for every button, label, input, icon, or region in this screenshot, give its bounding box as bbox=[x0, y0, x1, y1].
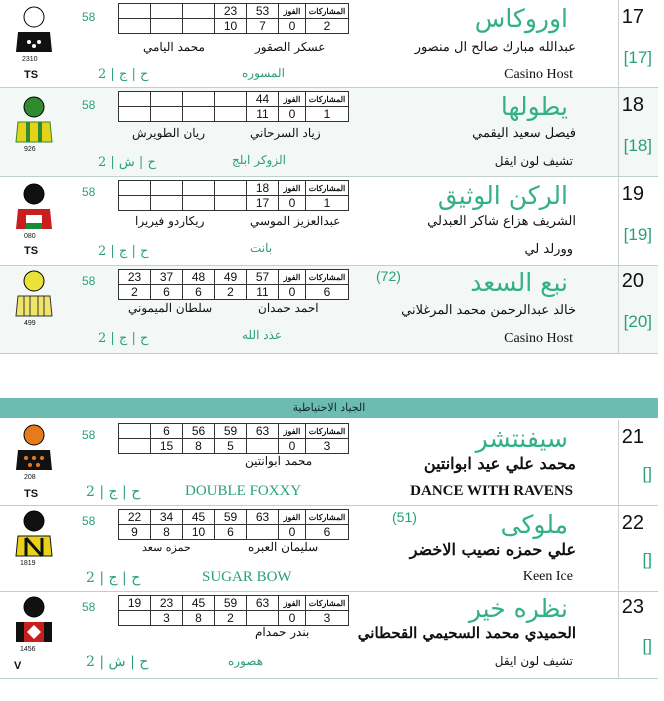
draw-number: [20] bbox=[623, 312, 652, 331]
sire: DANCE WITH RAVENS bbox=[410, 483, 573, 499]
horse-name: الركن الوثيق bbox=[437, 181, 568, 210]
entry-row-22 bbox=[0, 506, 658, 592]
sire: تشيف لون ايقل bbox=[494, 154, 573, 168]
draw-number: [] bbox=[642, 464, 652, 483]
weight: 58 bbox=[82, 274, 96, 288]
owner: خالد عبدالرحمن محمد المرغلاني bbox=[401, 303, 576, 318]
horse-name: اوروكاس bbox=[474, 4, 568, 33]
horse-number: 22 bbox=[621, 512, 644, 534]
jockey: حمزه سعد bbox=[142, 541, 191, 554]
equipment-code: V bbox=[14, 660, 22, 672]
stats-table: 6 56 59 63 الفوز المشاركات 15 8 5 0 3 bbox=[118, 423, 349, 454]
stats-table: 44 الفوز المشاركات 11 0 1 bbox=[118, 91, 349, 122]
draw-number: [17] bbox=[623, 48, 652, 67]
dam: SUGAR BOW bbox=[202, 569, 292, 585]
reserve-horses-header: الجياد الاحتياطية bbox=[0, 398, 658, 418]
stats-table: 19 23 45 59 63 الفوز المشاركات 3 8 2 0 3 bbox=[118, 595, 349, 626]
draw-number: [] bbox=[642, 550, 652, 569]
owner: علي حمزه نصيب الاخضر bbox=[409, 540, 576, 559]
race-category: ح | ج | 2 bbox=[98, 331, 149, 346]
horse-name: يطولها bbox=[500, 92, 568, 121]
silk-number: 1819 bbox=[20, 560, 36, 567]
entry-row-19 bbox=[0, 177, 658, 266]
horse-number: 19 bbox=[621, 183, 644, 205]
trainer: محمد ابوانتين bbox=[245, 454, 313, 468]
trainer: زياد السرحاني bbox=[250, 126, 321, 140]
trainer: عبدالعزيز الموسي bbox=[250, 214, 341, 228]
weight: 58 bbox=[82, 600, 96, 614]
jockey: ريان الطويرش bbox=[132, 126, 206, 140]
stats-table: 18 الفوز المشاركات 17 0 1 bbox=[118, 180, 349, 211]
race-category: ح | ش | 2 bbox=[98, 155, 156, 170]
race-category: ح | ج | 2 bbox=[98, 244, 149, 259]
draw-number: [] bbox=[642, 636, 652, 655]
silk-number: 208 bbox=[24, 474, 36, 481]
stats-table: 22 34 45 59 63 الفوز المشاركات 9 8 10 6 0 6 bbox=[118, 509, 349, 540]
jockey: ريكاردو فيريرا bbox=[135, 214, 205, 228]
race-category: ح | ج | 2 bbox=[98, 67, 149, 82]
entry-row-20 bbox=[0, 266, 658, 354]
rating: (51) bbox=[392, 509, 417, 525]
entry-row-21 bbox=[0, 420, 658, 506]
horse-number: 17 bbox=[621, 6, 644, 28]
trainer: سليمان العبره bbox=[248, 540, 319, 554]
silk-number: 1456 bbox=[20, 646, 36, 653]
horse-name: نظره خير bbox=[468, 594, 568, 623]
dam: عذد الله bbox=[242, 328, 283, 342]
weight: 58 bbox=[82, 428, 96, 442]
owner: محمد علي عيد ابوانتين bbox=[423, 454, 576, 473]
horse-name: سيفنتشر bbox=[475, 424, 568, 453]
weight: 58 bbox=[82, 185, 96, 199]
race-category: ح | ج | 2 bbox=[86, 570, 141, 586]
dam: DOUBLE FOXXY bbox=[185, 483, 302, 499]
horse-number: 23 bbox=[621, 596, 644, 618]
entry-row-23 bbox=[0, 592, 658, 679]
horse-number: 18 bbox=[621, 94, 644, 116]
silk-number: 080 bbox=[24, 233, 36, 240]
horse-name: نبع السعد bbox=[470, 268, 568, 297]
dam: الزوكر ابلج bbox=[232, 153, 286, 167]
draw-number: [18] bbox=[623, 136, 652, 155]
silk-number: 2310 bbox=[22, 56, 38, 63]
owner: فيصل سعيد اليقمي bbox=[472, 126, 576, 141]
sire: Casino Host bbox=[504, 67, 573, 82]
jockey: سلطان الميموني bbox=[128, 301, 213, 315]
sire: Casino Host bbox=[504, 331, 573, 346]
horse-number: 21 bbox=[621, 426, 644, 448]
weight: 58 bbox=[82, 514, 96, 528]
trainer: عسكر الصقور bbox=[255, 40, 326, 54]
owner: عبدالله مبارك صالح ال منصور bbox=[414, 40, 576, 55]
jockey: محمد اليامي bbox=[143, 40, 205, 54]
equipment-code: TS bbox=[24, 488, 39, 500]
trainer: بندر حمدام bbox=[255, 625, 310, 639]
draw-number: [19] bbox=[623, 225, 652, 244]
race-category: ح | ش | 2 bbox=[86, 654, 149, 670]
entry-row-18 bbox=[0, 88, 658, 177]
race-category: ح | ج | 2 bbox=[86, 484, 141, 500]
equipment-code: TS bbox=[24, 69, 39, 81]
weight: 58 bbox=[82, 98, 96, 112]
stats-table: 23 53 الفوز المشاركات 10 7 0 2 bbox=[118, 3, 349, 34]
silk-number: 499 bbox=[24, 320, 36, 327]
stats-table: 23 37 48 49 57 الفوز المشاركات 2 6 6 2 11 0 6 bbox=[118, 269, 349, 300]
owner: الحميدي محمد السحيمي القحطاني bbox=[357, 624, 576, 642]
owner: الشريف هزاع شاكر العبدلي bbox=[427, 214, 576, 229]
rating: (72) bbox=[376, 268, 401, 284]
horse-name: ملوكى bbox=[500, 510, 568, 539]
horse-number: 20 bbox=[621, 270, 644, 292]
dam: المسوره bbox=[242, 66, 285, 80]
dam: بانت bbox=[250, 241, 273, 255]
sire: Keen Ice bbox=[522, 569, 573, 584]
trainer: احمد حمدان bbox=[258, 301, 319, 315]
dam: هصوره bbox=[228, 654, 264, 668]
sire: تشيف لون ايقل bbox=[494, 654, 573, 668]
entry-row-17 bbox=[0, 0, 658, 88]
equipment-code: TS bbox=[24, 245, 39, 257]
weight: 58 bbox=[82, 10, 96, 24]
sire: وورلد لي bbox=[524, 242, 573, 257]
silk-number: 926 bbox=[24, 146, 36, 153]
